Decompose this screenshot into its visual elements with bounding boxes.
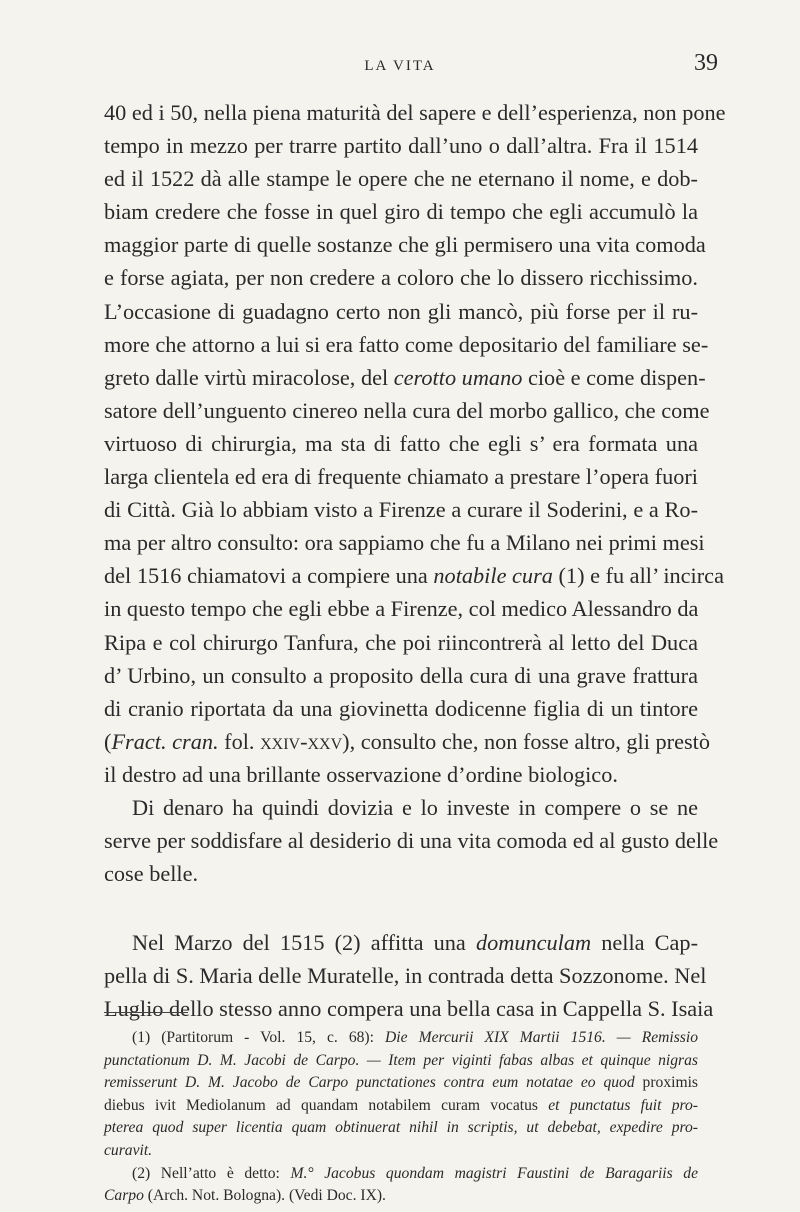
text-line: (Fract. cran. fol. xxiv-xxv), consulto che, non fosse altro, gli prestò (104, 728, 710, 754)
footnote-line: pterea quod super licentia quam obtinuerat nihil in scriptis, ut debebat, expedire pro- (104, 1119, 698, 1137)
footnote-line: Carpo (Arch. Not. Bologna). (Vedi Doc. IX). (104, 1187, 386, 1205)
text-line: cose belle. (104, 861, 199, 887)
text-line: e forse agiata, per non credere a coloro che lo dissero ricchissimo. (104, 265, 698, 291)
footnote-line: diebus ivit Mediolanum ad quandam notabilem curam vocatus et punctatus fuit pro- (104, 1096, 698, 1114)
text-line: ma per altro consulto: ora sappiamo che fu a Milano nei primi mesi (104, 530, 705, 556)
text-line: del 1516 chiamatovi a compiere una notabile cura (1) e fu all’ incirca (104, 563, 724, 589)
text-line: virtuoso di chirurgia, ma sta di fatto che egli s’ era formata una (104, 430, 698, 456)
footnotes (104, 1027, 698, 1208)
text-line: larga clientela ed era di frequente chiamato a prestare l’opera fuori (104, 464, 698, 490)
footnote-line: remisserunt D. M. Jacobo de Carpo punctationes contra eum notatae eo quod proximis (104, 1074, 698, 1092)
text-line: d’ Urbino, un consulto a proposito della cura di una grave frattura (104, 662, 698, 688)
text-line: il destro ad una brillante osservazione d’ordine biologico. (104, 761, 618, 787)
text-line: more che attorno a lui si era fatto come depositario del familiare se- (104, 331, 709, 357)
page-number: 39 (694, 50, 718, 76)
footnote-line: curavit. (104, 1141, 153, 1159)
text-line: satore dell’unguento cinereo nella cura del morbo gallico, che come (104, 397, 710, 423)
text-line: Nel Marzo del 1515 (2) affitta una domunculam nella Cap- (132, 930, 698, 956)
text-line: L’occasione di guadagno certo non gli mancò, più forse per il ru- (104, 298, 698, 324)
text-line: maggior parte di quelle sostanze che gli permisero una vita comoda (104, 232, 706, 258)
text-line: greto dalle virtù miracolose, del cerotto umano cioè e come dispen- (104, 364, 706, 390)
footnote-line: (2) Nell’atto è detto: M.° Jacobus quondam magistri Faustini de Baragariis de (132, 1164, 699, 1182)
text-line: serve per soddisfare al desiderio di una vita comoda ed al gusto delle (104, 828, 719, 854)
text-line: in questo tempo che egli ebbe a Firenze, col medico Alessandro da (104, 596, 699, 622)
text-line: di Città. Già lo abbiam visto a Firenze a curare il Soderini, e a Ro- (104, 497, 698, 523)
footnote-line: punctationum D. M. Jacobi de Carpo. — Item per viginti fabas albas et quinque nigras (104, 1051, 698, 1069)
footnote-line: (1) (Partitorum - Vol. 15, c. 68): Die Mercurii XIX Martii 1516. — Remissio (132, 1029, 698, 1046)
text-line: 40 ed i 50, nella piena maturità del sapere e dell’esperienza, non pone (104, 100, 726, 125)
text-line: biam credere che fosse in quel giro di tempo che egli accumulò la (104, 199, 698, 225)
text-line: ed il 1522 dà alle stampe le opere che ne eternano il nome, e dob- (104, 166, 698, 192)
text-line: tempo in mezzo per trarre partito dall’uno o dall’altra. Fra il 1514 (104, 133, 698, 159)
text-line: di cranio riportata da una giovinetta dodicenne figlia di un tintore (104, 695, 698, 721)
text-line: Ripa e col chirurgo Tanfura, che poi riincontrerà al letto del Duca (104, 629, 698, 655)
text-line: pella di S. Maria delle Muratelle, in contrada detta Sozzonome. Nel (104, 963, 707, 989)
text-line: Luglio dello stesso anno compera una bella casa in Cappella S. Isaia (104, 996, 714, 1022)
text-line: Di denaro ha quindi dovizia e lo investe in compere o se ne (132, 794, 698, 820)
paragraph-gap (104, 890, 698, 926)
footnote-rule (104, 1012, 188, 1013)
main-text (104, 96, 726, 1026)
running-head: LA VITA (364, 58, 436, 74)
